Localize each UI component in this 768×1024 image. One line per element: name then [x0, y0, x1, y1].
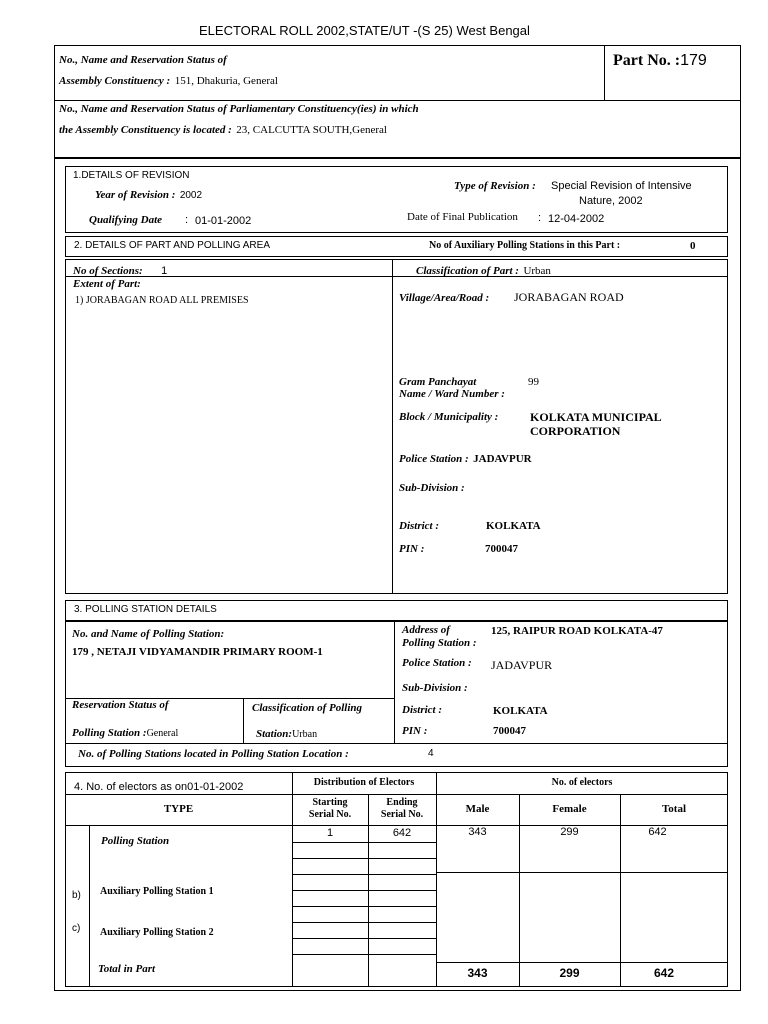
ending-serial-header-1: Ending: [386, 797, 418, 808]
address-label-1: Address of: [402, 624, 450, 636]
polling-station-name-value: 179 , NETAJI VIDYAMANDIR PRIMARY ROOM-1: [72, 646, 323, 658]
starting-serial-header-2: Serial No.: [308, 809, 352, 820]
block-value-2: CORPORATION: [530, 424, 621, 438]
total-total: 642: [653, 966, 675, 980]
ps-classification-row: [256, 724, 317, 742]
type-of-revision-value-2: Nature, 2002: [579, 195, 643, 207]
part-number: [613, 52, 707, 70]
ps-police-station-label: Police Station :: [402, 657, 472, 669]
aux1-label: Auxiliary Polling Station 1: [100, 886, 214, 897]
year-of-revision: [95, 185, 202, 203]
no-of-electors-header: No. of electors: [551, 777, 613, 788]
village-label: Village/Area/Road :: [399, 292, 490, 304]
page-title: ELECTORAL ROLL 2002,STATE/UT -(S 25) West Bengal: [199, 23, 530, 38]
district-value: KOLKATA: [486, 520, 541, 532]
type-of-revision-value-1: Special Revision of Intensive: [551, 180, 692, 192]
ps-district-label: District :: [402, 704, 443, 716]
gram-panchayat-label: Gram Panchayat: [399, 376, 477, 388]
year-value: 2002: [179, 190, 203, 201]
final-publication-value: 12-04-2002: [548, 213, 605, 225]
starting-serial-header-1: Starting: [312, 797, 348, 808]
sections-row: [73, 261, 167, 279]
stations-count-value: 4: [428, 748, 434, 759]
polling-station-row-label: Polling Station: [101, 835, 170, 847]
ac-label: No., Name and Reservation Status of: [59, 54, 227, 66]
total-header: Total: [661, 803, 687, 815]
aux1-marker: b): [72, 890, 81, 901]
polling-details-box: [65, 621, 728, 767]
qualifying-date-label: Qualifying Date: [89, 214, 163, 226]
ac-line: [59, 71, 278, 89]
electors-date: 01-01-2002: [187, 781, 244, 793]
ps-pin-value: 700047: [493, 725, 526, 737]
electors-heading: 4. No. of electors as on: [74, 781, 188, 793]
ps-female: 299: [560, 826, 579, 838]
pin-value: 700047: [485, 543, 518, 555]
ps-total: 642: [648, 826, 667, 838]
ending-serial-header-2: Serial No.: [380, 809, 424, 820]
distribution-header: Distribution of Electors: [313, 777, 415, 788]
classification-label: Classification of Part :: [416, 265, 519, 277]
extent-label: Extent of Part:: [73, 278, 141, 290]
revision-heading: 1.DETAILS OF REVISION: [73, 170, 190, 181]
sections-label: No of Sections:: [73, 265, 143, 277]
ac-label-2: Assembly Constituency :: [59, 75, 171, 87]
aux2-label: Auxiliary Polling Station 2: [100, 927, 214, 938]
reservation-row: [72, 723, 178, 741]
ward-number-label: Name / Ward Number :: [399, 388, 505, 400]
address-value: 125, RAIPUR ROAD KOLKATA-47: [491, 625, 663, 637]
sub-division-label: Sub-Division :: [399, 482, 465, 494]
type-header: TYPE: [163, 803, 194, 815]
total-male: 343: [467, 966, 488, 980]
pc-label: No., Name and Reservation Status of Parliamentary Constituency(ies) in which: [59, 103, 419, 115]
stations-count-label: No. of Polling Stations located in Polling Station Location :: [78, 748, 349, 760]
district-label: District :: [399, 520, 440, 532]
pc-label-2: the Assembly Constituency is located :: [59, 124, 232, 136]
ps-male: 343: [468, 826, 487, 838]
final-publication-label: Date of Final Publication: [407, 211, 518, 223]
female-header: Female: [552, 803, 587, 815]
reservation-value: General: [146, 728, 179, 739]
ps-start-serial: 1: [326, 827, 334, 839]
extent-item: 1) JORABAGAN ROAD ALL PREMISES: [75, 295, 249, 306]
final-publication-colon: :: [538, 212, 542, 224]
aux2-marker: c): [72, 923, 81, 934]
ps-pin-label: PIN :: [402, 725, 428, 737]
electors-heading-row: [74, 777, 243, 795]
ps-district-value: KOLKATA: [493, 705, 548, 717]
address-label-2: Polling Station :: [402, 637, 477, 649]
ps-police-station-value: JADAVPUR: [491, 658, 553, 672]
police-station-row: [399, 449, 532, 467]
block-value-1: KOLKATA MUNICIPAL: [530, 410, 662, 424]
police-station-value: JADAVPUR: [473, 453, 532, 465]
pin-label: PIN :: [399, 543, 425, 555]
ps-classification-label-1: Classification of Polling: [252, 702, 363, 714]
part-value: 179: [680, 52, 707, 69]
classification-value: Urban: [523, 265, 551, 277]
ps-classification-label-2: Station:: [256, 728, 293, 740]
qualifying-date-value: 01-01-2002: [195, 215, 252, 227]
type-of-revision-label: Type of Revision :: [454, 180, 536, 192]
polling-heading: 3. POLLING STATION DETAILS: [74, 604, 217, 615]
ps-classification-value: Urban: [292, 729, 318, 740]
ward-number-value: 99: [528, 376, 539, 388]
qualifying-date-colon: :: [185, 214, 189, 226]
year-label: Year of Revision :: [95, 189, 176, 201]
total-in-part-label: Total in Part: [98, 963, 156, 975]
total-female: 299: [559, 966, 580, 980]
classification-row: [416, 261, 551, 279]
ps-sub-division-label: Sub-Division :: [402, 682, 468, 694]
aux-stations-label: No of Auxiliary Polling Stations in this Part :: [429, 240, 621, 251]
aux-stations-value: 0: [690, 240, 696, 252]
ps-end-serial: 642: [392, 827, 412, 839]
village-value: JORABAGAN ROAD: [514, 290, 624, 304]
reservation-label-1: Reservation Status of: [72, 699, 169, 711]
pc-line: [59, 120, 387, 138]
part-heading: 2. DETAILS OF PART AND POLLING AREA: [74, 240, 270, 251]
part-label: Part No. :: [613, 52, 681, 69]
pc-value: 23, CALCUTTA SOUTH,General: [236, 124, 387, 136]
part-details-box: [65, 259, 728, 594]
ac-value: 151, Dhakuria, General: [174, 75, 278, 87]
polling-station-name-label: No. and Name of Polling Station:: [72, 628, 225, 640]
police-station-label: Police Station :: [399, 453, 469, 465]
block-label: Block / Municipality :: [399, 411, 499, 423]
sections-value: 1: [161, 265, 168, 277]
reservation-label-2: Polling Station :: [72, 727, 147, 739]
male-header: Male: [465, 803, 490, 815]
